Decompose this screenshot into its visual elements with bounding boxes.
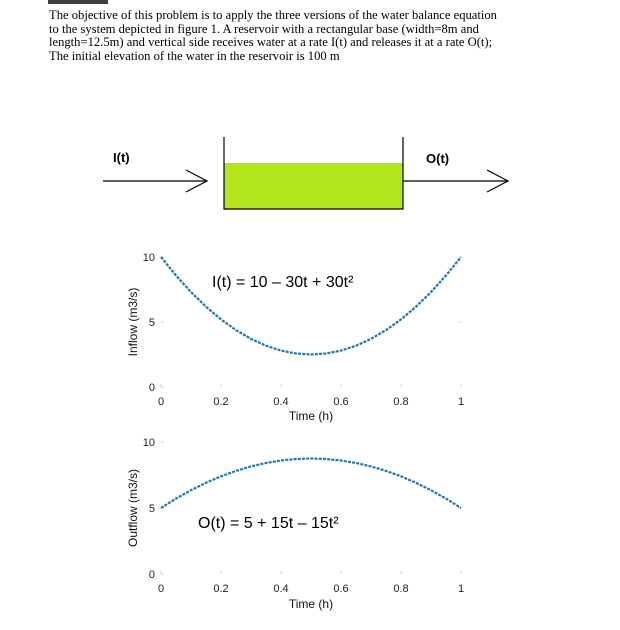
x-tick-label: 1 bbox=[457, 396, 465, 408]
x-tick-label: 0 bbox=[157, 396, 165, 408]
x-tick-label: 0.6 bbox=[333, 583, 349, 595]
paragraph-line: length=12.5m) and vertical side receives water at a rate I(t) and releases it at a rate O(t); bbox=[49, 35, 493, 50]
x-tick-label: 1 bbox=[457, 583, 465, 595]
x-tick-label: 0.6 bbox=[333, 396, 349, 408]
outflow-label: O(t) bbox=[426, 151, 450, 166]
y-tick-label: 0 bbox=[148, 569, 155, 581]
inflow-arrow-icon bbox=[103, 170, 207, 192]
reservoir-diagram bbox=[103, 137, 508, 209]
x-axis-label: Time (h) bbox=[288, 409, 334, 423]
series-line bbox=[161, 257, 461, 355]
y-tick-label: 10 bbox=[142, 252, 155, 264]
x-tick-label: 0 bbox=[157, 583, 165, 595]
y-tick-label: 5 bbox=[148, 503, 155, 515]
x-tick-label: 0.4 bbox=[273, 396, 289, 408]
y-axis-label: Inflow (m3/s) bbox=[126, 287, 140, 357]
paragraph-line: to the system depicted in figure 1. A reservoir with a rectangular base (width=8m and bbox=[49, 21, 479, 36]
outflow-arrow-icon bbox=[403, 170, 508, 192]
outflow-plot bbox=[126, 437, 464, 611]
inflow-plot bbox=[126, 252, 464, 423]
x-axis-label: Time (h) bbox=[288, 597, 334, 611]
x-tick-label: 0.8 bbox=[393, 396, 409, 408]
reservoir-water bbox=[224, 163, 403, 209]
paragraph-line: The objective of this problem is to apply the three versions of the water balance equation bbox=[49, 8, 497, 22]
y-tick-label: 5 bbox=[148, 317, 155, 329]
y-tick-label: 10 bbox=[142, 437, 155, 449]
y-axis-label: Outflow (m3/s) bbox=[126, 468, 140, 548]
inflow-label: I(t) bbox=[113, 150, 130, 165]
x-tick-label: 0.2 bbox=[213, 583, 229, 595]
equation-annotation: I(t) = 10 – 30t + 30t² bbox=[212, 274, 354, 291]
equation-annotation: O(t) = 5 + 15t – 15t² bbox=[198, 515, 339, 532]
y-tick-label: 0 bbox=[148, 382, 155, 394]
x-tick-label: 0.4 bbox=[273, 583, 289, 595]
x-tick-label: 0.2 bbox=[213, 396, 229, 408]
paragraph-line: The initial elevation of the water in the reservoir is 100 m bbox=[49, 48, 340, 63]
x-tick-label: 0.8 bbox=[393, 583, 409, 595]
series-line bbox=[161, 459, 461, 509]
